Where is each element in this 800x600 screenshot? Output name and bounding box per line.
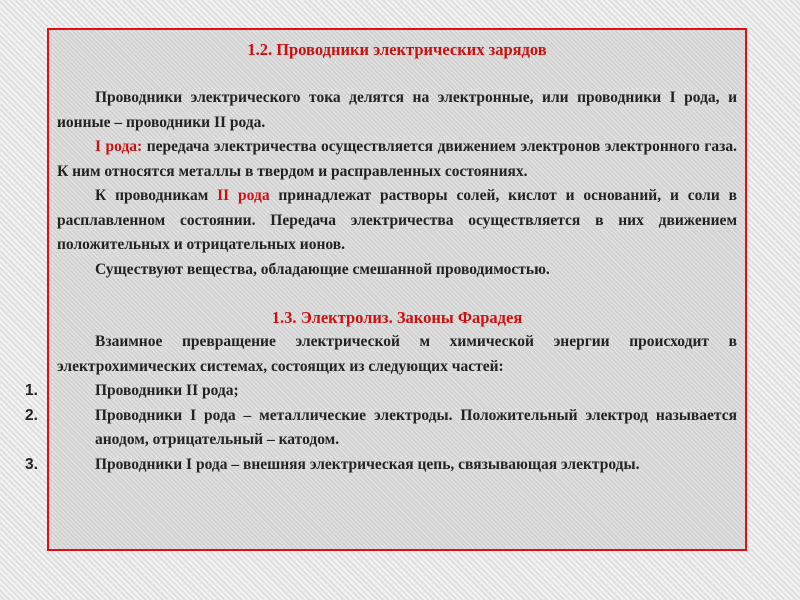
list-item bbox=[25, 379, 737, 404]
spacer bbox=[57, 282, 737, 306]
spacer bbox=[57, 62, 737, 86]
term-second-kind: II рода bbox=[217, 187, 270, 204]
list-item-text: Проводники I рода – металлические электроды. Положительный электрод называется анодом, отрицательный – катодом. bbox=[95, 406, 737, 448]
list-number: 3. bbox=[25, 455, 38, 473]
list-number: 1. bbox=[25, 382, 38, 399]
list-item-text: Проводники II рода; bbox=[95, 382, 239, 399]
paragraph-conductor-types: Проводники электрического тока делятся на электронные, или проводники I рода, и ионные – проводники II рода. bbox=[57, 89, 737, 131]
second-kind-text: принадлежат растворы солей, кислот и оснований, и соли в расплавленном состоянии. Передача электричества осуществляется в них движением положительных и отрицательных ионов. bbox=[57, 187, 737, 253]
paragraph-electrochemical-systems: Взаимное превращение электрической м химической энергии происходит в электрохимических системах, состоящих из следующих частей: bbox=[57, 333, 737, 375]
list-item bbox=[25, 453, 737, 478]
paragraph-first-kind bbox=[57, 135, 737, 184]
paragraph-mixed-conductivity: Существуют вещества, обладающие смешанной проводимостью. bbox=[95, 260, 550, 278]
first-kind-text: передача электричества осуществляется движением электронов электронного газа. К ним относятся металлы в твердом и расправленных состояниях. bbox=[57, 138, 737, 180]
content bbox=[25, 38, 737, 477]
section-title-conductors: 1.2. Проводники электрических зарядов bbox=[247, 40, 547, 59]
list-item bbox=[25, 404, 737, 453]
content-frame bbox=[25, 28, 747, 551]
list-item-text: Проводники I рода – внешняя электрическая цепь, связывающая электроды. bbox=[95, 455, 640, 473]
section-title-electrolysis: 1.3. Электролиз. Законы Фарадея bbox=[271, 308, 523, 327]
second-kind-lead: К проводникам bbox=[95, 187, 218, 204]
term-first-kind: I рода: bbox=[95, 138, 143, 155]
paragraph-second-kind bbox=[57, 184, 737, 258]
list-number: 2. bbox=[25, 406, 38, 424]
